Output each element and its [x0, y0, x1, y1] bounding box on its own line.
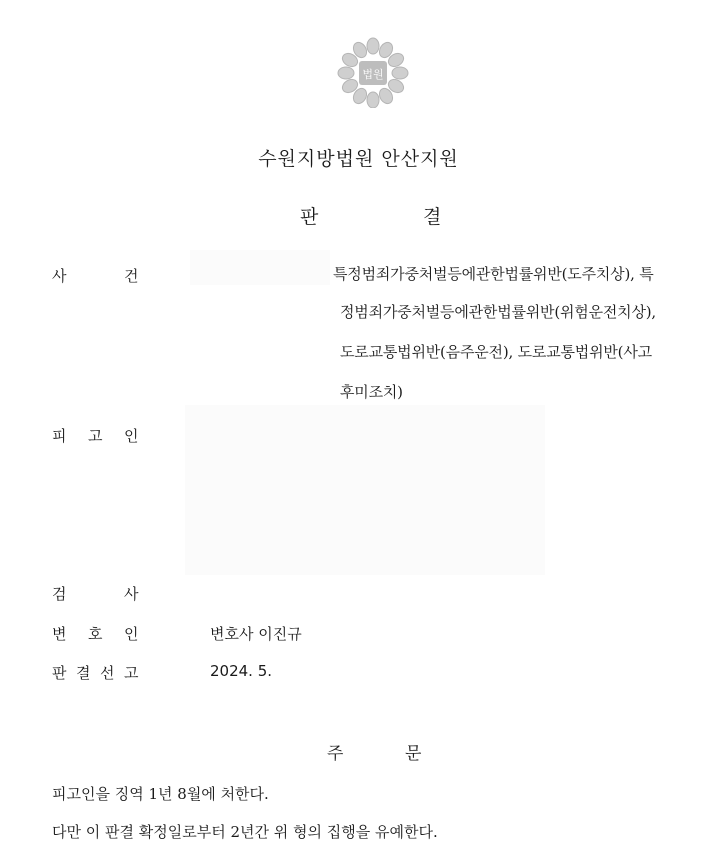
- counsel-label-char: 변: [52, 625, 67, 643]
- disposition-line: 다만 이 판결 확정일로부터 2년간 위 형의 집행을 유예한다.: [52, 823, 438, 841]
- court-emblem: [333, 36, 413, 108]
- prosecutor-label-char: 사: [124, 585, 139, 603]
- case-name-line: 후미조치): [340, 383, 403, 401]
- case-name-line: 정범죄가중처벌등에관한법률위반(위험운전치상),: [340, 303, 656, 321]
- case-name-line: 특정범죄가중처벌등에관한법률위반(도주치상), 특: [333, 265, 654, 283]
- redacted-case-number: [190, 250, 330, 285]
- counsel-label-char: 인: [124, 625, 139, 643]
- sentence-date-label-char: 선: [100, 664, 115, 682]
- doc-title-left: 판: [300, 206, 319, 228]
- defendant-label-char: 인: [124, 427, 139, 445]
- sentence-date-value: 2024. 5.: [210, 662, 273, 680]
- doc-title-right: 결: [423, 206, 442, 228]
- sentence-date-label-char: 판: [52, 664, 67, 682]
- disposition-title-right: 문: [405, 744, 422, 764]
- sentence-date-label-char: 고: [124, 664, 139, 682]
- emblem-text: 법원: [362, 68, 384, 81]
- case-name-line: 도로교통법위반(음주운전), 도로교통법위반(사고: [340, 343, 652, 361]
- sentence-date-label-char: 결: [76, 664, 91, 682]
- defendant-label-char: 고: [88, 427, 103, 445]
- disposition-line: 피고인을 징역 1년 8월에 처한다.: [52, 785, 269, 803]
- case-label-char: 건: [124, 267, 139, 285]
- defendant-label-char: 피: [52, 427, 67, 445]
- case-label-char: 사: [52, 267, 67, 285]
- disposition-title-left: 주: [327, 744, 344, 764]
- prosecutor-label-char: 검: [52, 585, 67, 603]
- redacted-defendant-info: [185, 405, 545, 575]
- counsel-label-char: 호: [88, 625, 103, 643]
- counsel-name: 변호사 이진규: [210, 625, 302, 643]
- court-name: 수원지방법원 안산지원: [258, 148, 459, 170]
